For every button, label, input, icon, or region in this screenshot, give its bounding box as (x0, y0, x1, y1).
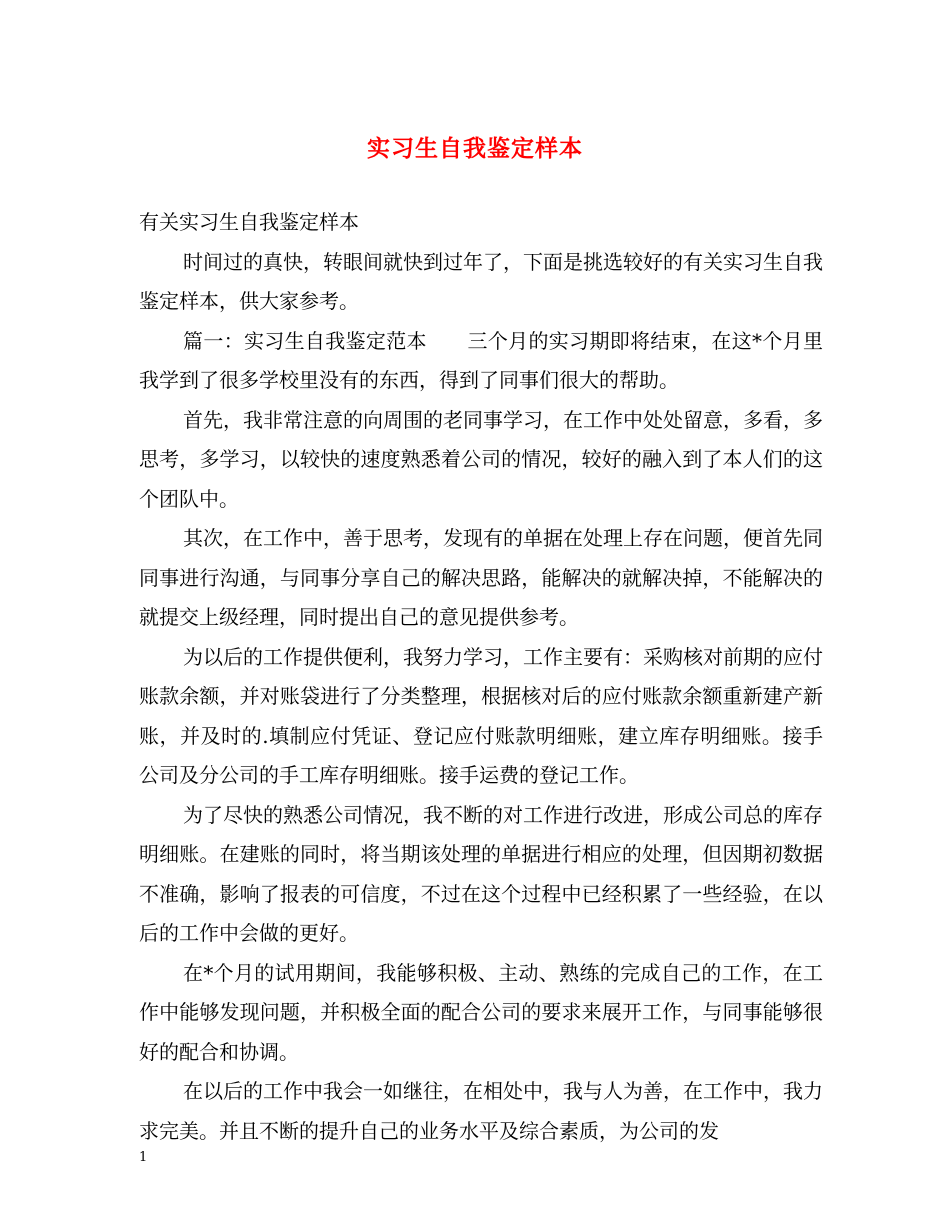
paragraph: 首先，我非常注意的向周围的老同事学习，在工作中处处留意，多看，多思考，多学习，以较快的速度熟悉着公司的情况，较好的融入到了本人们的这个团队中。 (139, 407, 823, 511)
paragraph: 篇一：实习生自我鉴定范本 三个月的实习期即将结束，在这*个月里我学到了很多学校里没有的东西，得到了同事们很大的帮助。 (139, 328, 823, 392)
paragraph: 为了尽快的熟悉公司情况，我不断的对工作进行改进，形成公司总的库存明细账。在建账的同时，将当期该处理的单据进行相应的处理，但因期初数据不准确，影响了报表的可信度，不过在这个过程中已经积累了一些经验，在以后的工作中会做的更好。 (139, 802, 823, 945)
paragraph: 时间过的真快，转眼间就快到过年了，下面是挑选较好的有关实习生自我鉴定样本，供大家参考。 (139, 249, 823, 313)
paragraph: 其次，在工作中，善于思考，发现有的单据在处理上存在问题，便首先同同事进行沟通，与同事分享自己的解决思路，能解决的就解决掉，不能解决的就提交上级经理，同时提出自己的意见提供参考。 (139, 526, 823, 629)
document-body (139, 203, 823, 1151)
paragraph: 为以后的工作提供便利，我努力学习，工作主要有：采购核对前期的应付账款余额，并对账袋进行了分类整理，根据核对后的应付账款余额重新建产新账，并及时的.填制应付凭证、登记应付账款明细账，建立库存明细账。接手公司及分公司的手工库存明细账。接手运费的登记工作。 (139, 644, 823, 787)
paragraph: 在*个月的试用期间，我能够积极、主动、熟练的完成自己的工作，在工作中能够发现问题，并积极全面的配合公司的要求来展开工作，与同事能够很好的配合和协调。 (139, 960, 823, 1064)
document-title: 实习生自我鉴定样本 (367, 135, 583, 162)
paragraph: 在以后的工作中我会一如继往，在相处中，我与人为善，在工作中，我力求完美。并且不断的提升自己的业务水平及综合素质，为公司的发 (139, 1079, 823, 1143)
document-subtitle: 有关实习生自我鉴定样本 (139, 210, 359, 234)
page-number: 1 (139, 1150, 148, 1165)
